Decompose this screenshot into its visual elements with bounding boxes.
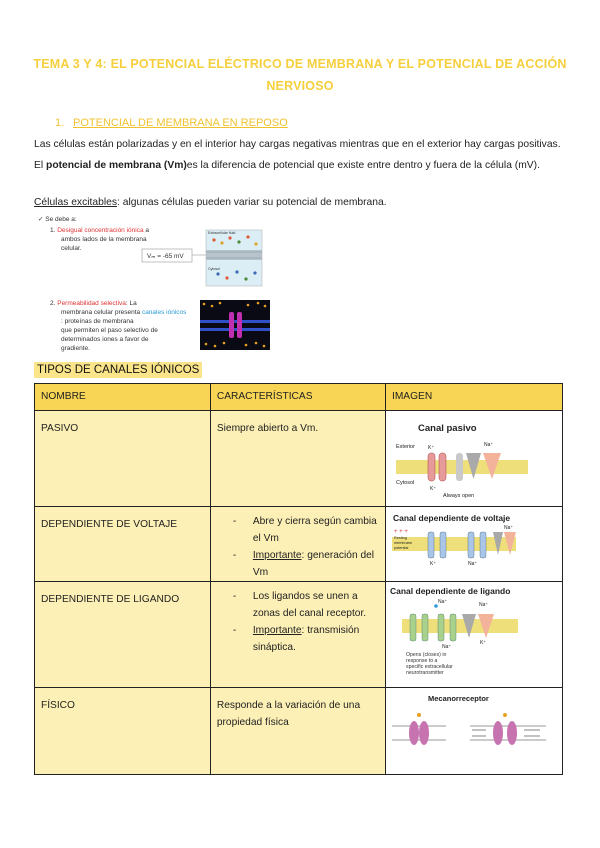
p2-bold: potencial de membrana (Vm) [46, 160, 187, 171]
fisico-title: Mecanorreceptor [427, 694, 489, 703]
item1-red: Desigual concentración iónica [57, 227, 144, 234]
cell-desc-ligando [210, 582, 385, 688]
svg-text:K⁺: K⁺ [427, 445, 434, 451]
svg-text:potential: potential [393, 546, 409, 550]
bullet-voltaje-2: - Importante: generación del Vm [233, 547, 385, 581]
svg-text:1. Desigual concentración ióni: 1. Desigual concentración iónica a [50, 227, 150, 234]
p3-underline: Células excitables [34, 197, 117, 208]
cell-name-voltaje: DEPENDIENTE DE VOLTAJE [35, 507, 211, 582]
svg-text:response to a: response to a [405, 658, 438, 664]
cyt-label: Cytosol [208, 267, 220, 271]
svg-text:Opens (closes) in: Opens (closes) in [405, 652, 447, 658]
section-heading [55, 117, 288, 129]
svg-text:membrane: membrane [393, 541, 413, 545]
bullet-ligando-1: - Los ligandos se unen a zonas del canal receptor. [233, 588, 385, 622]
figure-check: ✓ Se debe a: [38, 216, 77, 223]
svg-text:Exterior: Exterior [395, 444, 415, 450]
svg-text:K⁺: K⁺ [479, 640, 486, 646]
table-row-fisico [35, 688, 563, 775]
membrane-bilayer [206, 250, 262, 260]
svg-text:Na⁺: Na⁺ [503, 525, 514, 531]
cell-image-ligando [385, 582, 562, 688]
vm-label: Vₘ = -65 mV [147, 253, 184, 260]
paragraph-vm [34, 160, 540, 171]
svg-text:Cytosol: Cytosol [395, 480, 415, 486]
ion-channel-types-heading: TIPOS DE CANALES IÓNICOS [34, 362, 202, 378]
svg-text:+ + +: + + + [393, 529, 408, 535]
item2-line6: gradiente. [61, 345, 90, 352]
membrane-figure [34, 212, 274, 354]
ion-channel-image [200, 300, 270, 350]
svg-text:Na⁺: Na⁺ [478, 602, 489, 608]
ext-label: Extracellular fluid [208, 231, 236, 235]
table-header-row [35, 384, 563, 411]
paragraph-polarized: Las células están polarizadas y en el interior hay cargas negativas mientras que en el exterior hay cargas positivas. [34, 139, 561, 150]
cell-image-pasivo [385, 411, 562, 507]
svg-text:specific extracellular: specific extracellular [405, 664, 453, 670]
svg-text:Always open: Always open [442, 493, 475, 499]
bullet-ligando-2: - Importante: transmisión sináptica. [233, 622, 385, 656]
voltage-channel-diagram [386, 507, 562, 575]
svg-text:Na⁺: Na⁺ [437, 599, 448, 605]
item2-red: Permeabilidad selectiva [57, 300, 126, 307]
svg-text:neurotransmitter: neurotransmitter [405, 670, 444, 676]
item2-line4: que permiten el paso selectivo de [61, 327, 158, 334]
header-nombre: NOMBRE [35, 384, 211, 411]
voltaje-title: Canal dependiente de voltaje [392, 513, 511, 523]
ligand-channel-diagram [386, 582, 562, 684]
item2-blue: canales iónicos [141, 309, 187, 316]
mechanoreceptor-diagram [386, 688, 562, 771]
svg-text:2. Permeabilidad selectiva: La: 2. Permeabilidad selectiva: La [50, 300, 137, 307]
cell-name-pasivo: PASIVO [35, 411, 211, 507]
header-caracteristicas: CARACTERÍSTICAS [210, 384, 385, 411]
section-number: 1. [55, 117, 65, 129]
item2-line3: : proteínas de membrana [61, 318, 134, 325]
cell-desc-voltaje [210, 507, 385, 582]
page-title: TEMA 3 Y 4: EL POTENCIAL ELÉCTRICO DE MEMBRANA Y EL POTENCIAL DE ACCIÓN NERVIOSO [33, 57, 567, 93]
passive-channel-diagram [386, 411, 562, 503]
table-row-voltaje [35, 507, 563, 582]
table-row-pasivo [35, 411, 563, 507]
svg-text:K⁺: K⁺ [429, 486, 436, 492]
cell-image-fisico [385, 688, 562, 775]
svg-text:Na⁺: Na⁺ [441, 644, 452, 650]
svg-text:Na⁺: Na⁺ [467, 561, 478, 567]
svg-text:Na⁺: Na⁺ [483, 442, 494, 448]
cell-image-voltaje [385, 507, 562, 582]
section-label: POTENCIAL DE MEMBRANA EN REPOSO [73, 117, 288, 129]
header-imagen: IMAGEN [385, 384, 562, 411]
ligando-title: Canal dependiente de ligando [389, 586, 511, 596]
item1-number: 1. [50, 227, 56, 234]
bullet-voltaje-1: - Abre y cierra según cambia el Vm [233, 513, 385, 547]
table-row-ligando [35, 582, 563, 688]
svg-text:Resting: Resting [393, 536, 407, 540]
item2-line5: determinados iones a favor de [61, 336, 149, 343]
ion-channel-table [34, 383, 563, 775]
cell-name-ligando: DEPENDIENTE DE LIGANDO [35, 582, 211, 688]
svg-text:membrana celular presenta cana: membrana celular presenta canales iónicos [61, 309, 187, 316]
paragraph-excitable [34, 197, 387, 208]
cell-desc-pasivo: Siempre abierto a Vm. [210, 411, 385, 507]
p2-post: es la diferencia de potencial que existe entre dentro y fuera de la célula (mV). [186, 160, 540, 171]
p2-pre: El [34, 160, 47, 171]
item1-line3: celular. [61, 245, 82, 252]
item1-line2: ambos lados de la membrana [61, 236, 147, 243]
p3-post: : algunas células pueden variar su potencial de membrana. [117, 197, 387, 208]
pasivo-title: Canal pasivo [417, 423, 477, 434]
item2-number: 2. [50, 300, 56, 307]
svg-text:K⁺: K⁺ [429, 561, 436, 567]
cell-name-fisico: FÍSICO [35, 688, 211, 775]
cell-desc-fisico: Responde a la variación de una propiedad física [210, 688, 385, 775]
